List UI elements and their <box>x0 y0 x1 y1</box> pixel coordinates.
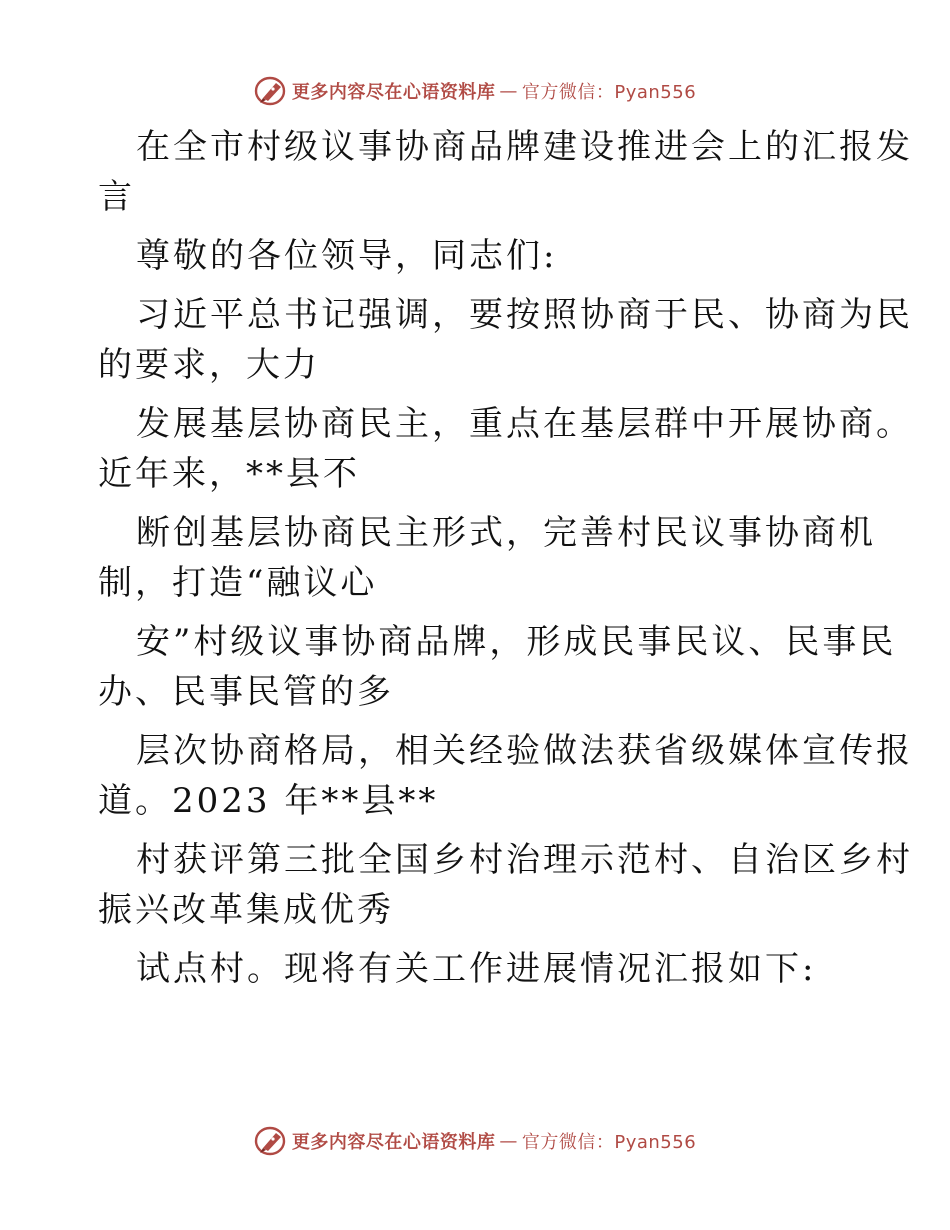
text-line: 尊敬的各位领导，同志们: <box>136 236 558 276</box>
text-line: 制，打造“融议心 <box>98 563 378 603</box>
footer-watermark <box>0 1126 950 1156</box>
text-line: 安”村级议事协商品牌，形成民事民议、民事民 <box>136 622 897 662</box>
watermark-main-text: 更多内容尽在心语资料库 <box>291 1132 496 1153</box>
text-line: 断创基层协商民主形式，完善村民议事协商机 <box>136 513 876 553</box>
text-line: 振兴改革集成优秀 <box>98 890 394 930</box>
header-watermark <box>0 76 950 106</box>
pen-nib-circle-logo-icon <box>254 1126 288 1156</box>
text-line: 层次协商格局，相关经验做法获省级媒体宣传报 <box>136 731 913 771</box>
document-body <box>98 122 913 994</box>
watermark-separator: — <box>499 1130 518 1152</box>
text-line: 发展基层协商民主，重点在基层群中开展协商。 <box>136 404 913 444</box>
text-line: 道。2023 年**县** <box>98 781 439 821</box>
text-line: 言 <box>98 177 135 217</box>
watermark-wechat-text: 官方微信：Pyan556 <box>521 1132 697 1153</box>
text-line: 习近平总书记强调，要按照协商于民、协商为民 <box>136 295 913 335</box>
watermark-wechat-text: 官方微信：Pyan556 <box>521 82 697 103</box>
text-line: 在全市村级议事协商品牌建设推进会上的汇报发 <box>136 127 913 167</box>
text-line: 的要求，大力 <box>98 345 320 385</box>
watermark-main-text: 更多内容尽在心语资料库 <box>291 82 496 103</box>
text-line: 办、民事民管的多 <box>98 672 394 712</box>
pen-nib-circle-logo-icon <box>254 76 288 106</box>
text-line: 试点村。现将有关工作进展情况汇报如下: <box>136 949 817 989</box>
text-line: 近年来，**县不 <box>98 454 360 494</box>
watermark-separator: — <box>499 80 518 102</box>
text-line: 村获评第三批全国乡村治理示范村、自治区乡村 <box>136 840 913 880</box>
